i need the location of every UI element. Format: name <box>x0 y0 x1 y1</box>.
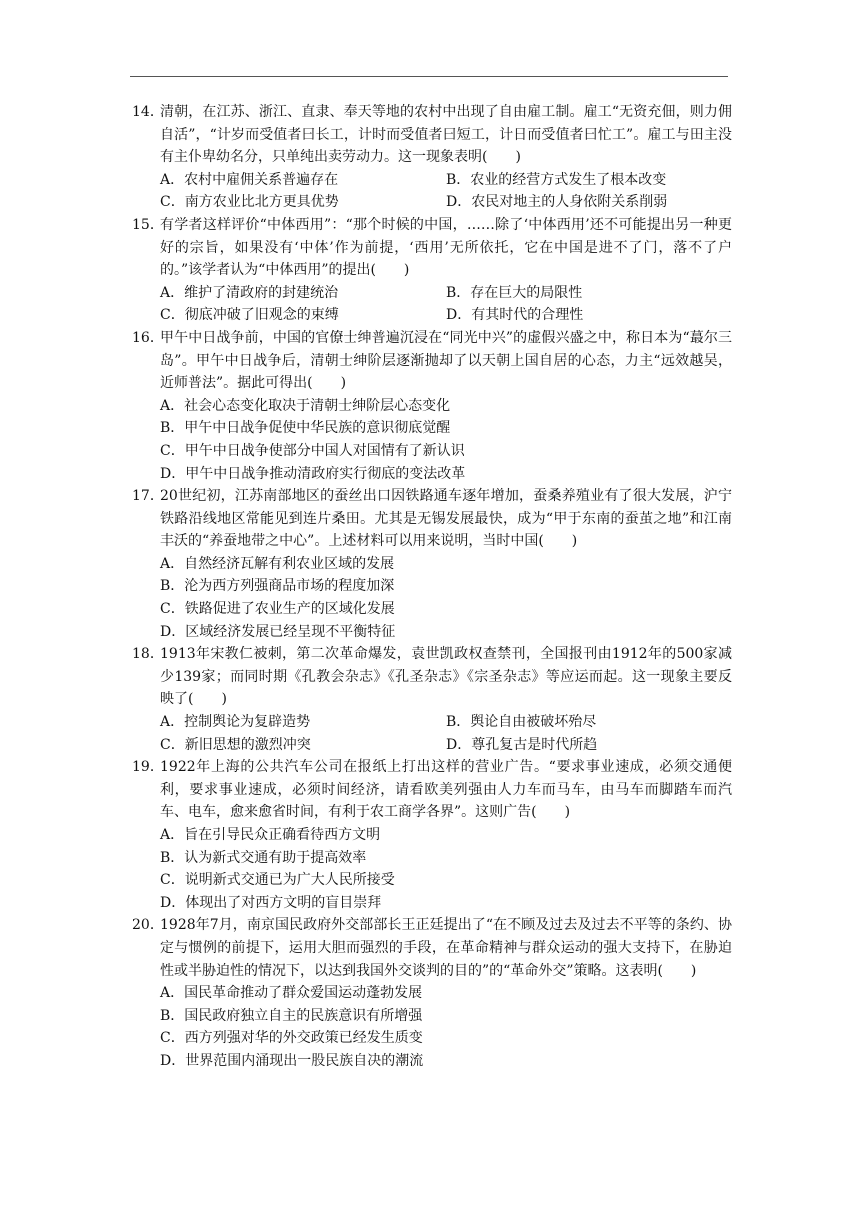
option-c: C．铁路促进了农业生产的区域化发展 <box>160 601 395 618</box>
option-b: B．舆论自由被破坏殆尽 <box>446 714 597 731</box>
header-rule <box>130 76 728 77</box>
question-number: 15． <box>132 216 164 233</box>
option-a: A．社会心态变化取决于清朝士绅阶层心态变化 <box>160 397 451 414</box>
option-b: B．沦为西方列强商品市场的程度加深 <box>160 578 395 595</box>
option-b: B．甲午中日战争促使中华民族的意识彻底觉醒 <box>160 420 451 437</box>
question-15 <box>132 214 732 327</box>
option-a: A．自然经济瓦解有利农业区域的发展 <box>160 555 395 572</box>
option-c: C．甲午中日战争使部分中国人对国情有了新认识 <box>160 442 465 459</box>
question-stem: 有学者这样评价“中体西用”：“那个时候的中国，……除了‘中体西用’还不可能提出另一种更好的宗旨，如果没有‘中体’作为前提，‘西用’无所依托，它在中国是进不了门，落不了户的。”该学者认为“中体西用”的提出( ) <box>160 216 732 279</box>
option-c: C．说明新式交通已为广大人民所接受 <box>160 872 395 889</box>
option-a: A．国民革命推动了群众爱国运动蓬勃发展 <box>160 985 423 1002</box>
option-c: C．新旧思想的激烈冲突 <box>160 736 311 753</box>
option-d: D．体现出了对西方文明的盲目崇拜 <box>160 894 382 911</box>
option-a: A．维护了清政府的封建统治 <box>160 284 339 301</box>
option-a: A．农村中雇佣关系普遍存在 <box>160 171 339 188</box>
option-a: A．控制舆论为复辟造势 <box>160 714 311 731</box>
question-20 <box>132 914 732 1072</box>
question-18 <box>132 643 732 756</box>
question-number: 17． <box>132 488 164 505</box>
question-number: 18． <box>132 646 164 663</box>
option-d: D．有其时代的合理性 <box>446 307 584 324</box>
question-stem: 1922年上海的公共汽车公司在报纸上打出这样的营业广告。“要求事业速成，必须交通便利，要求事业速成，必须时间经济，请看欧美列强由人力车而马车，由马车而脚踏车而汽车、电车，愈来愈省时间，有利于农工商学各界”。这则广告( ) <box>160 759 732 821</box>
question-stem: 1928年7月，南京国民政府外交部部长王正廷提出了“在不顾及过去及过去不平等的条约、协定与惯例的前提下，运用大胆而强烈的手段，在革命精神与群众运动的强大支持下，在胁迫性或半胁迫性的情况下，以达到我国外交谈判的目的”的“革命外交”策略。这表明( ) <box>160 917 732 979</box>
option-b: B．存在巨大的局限性 <box>446 284 583 301</box>
question-14 <box>132 101 732 214</box>
option-d: D．尊孔复古是时代所趋 <box>446 736 598 753</box>
option-d: D．甲午中日战争推动清政府实行彻底的变法改革 <box>160 465 466 482</box>
question-stem: 清朝，在江苏、浙江、直隶、奉天等地的农村中出现了自由雇工制。雇工“无资充佃，则力佣自活”，“计岁而受值者曰长工，计时而受值者曰短工，计日而受值者曰忙工”。雇工与田主没有主仆卑幼名分，只单纯出卖劳动力。这一现象表明( ) <box>160 104 732 166</box>
option-b: B．认为新式交通有助于提高效率 <box>160 849 367 866</box>
option-c: C．南方农业比北方更具优势 <box>160 194 339 211</box>
option-c: C．彻底冲破了旧观念的束缚 <box>160 307 339 324</box>
question-17 <box>132 485 732 643</box>
option-d: D．区域经济发展已经呈现不平衡特征 <box>160 623 396 640</box>
question-number: 20． <box>132 917 164 934</box>
option-c: C．西方列强对华的外交政策已经发生质变 <box>160 1030 423 1047</box>
question-16 <box>132 327 732 485</box>
question-19 <box>132 756 732 914</box>
question-stem: 20世纪初，江苏南部地区的蚕丝出口因铁路通车逐年增加，蚕桑养殖业有了很大发展，沪宁铁路沿线地区常能见到连片桑田。尤其是无锡发展最快，成为“甲于东南的蚕茧之地”和江南丰沃的“养蚕地带之中心”。上述材料可以用来说明，当时中国( ) <box>160 488 732 550</box>
question-stem: 1913年宋教仁被刺，第二次革命爆发，袁世凯政权查禁刊，全国报刊由1912年的500家减少139家；而同时期《孔教会杂志》《孔圣杂志》《宗圣杂志》等应运而起。这一现象主要反映了( ) <box>160 646 732 708</box>
option-d: D．农民对地主的人身依附关系削弱 <box>446 194 668 211</box>
option-b: B．国民政府独立自主的民族意识有所增强 <box>160 1007 423 1024</box>
question-number: 19． <box>132 759 164 776</box>
question-list <box>132 101 732 1073</box>
option-a: A．旨在引导民众正确看待西方文明 <box>160 827 381 843</box>
question-number: 16． <box>132 329 164 346</box>
question-number: 14． <box>132 104 164 120</box>
option-d: D．世界范围内涌现出一股民族自决的潮流 <box>160 1052 424 1069</box>
question-stem: 甲午中日战争前，中国的官僚士绅普遍沉浸在“同光中兴”的虚假兴盛之中，称日本为“蕞尔三岛”。甲午中日战争后，清朝士绅阶层逐渐抛却了以天朝上国自居的心态，力主“远效越吴，近师普法”。据此可得出( ) <box>160 329 732 392</box>
option-b: B．农业的经营方式发生了根本改变 <box>446 171 667 188</box>
